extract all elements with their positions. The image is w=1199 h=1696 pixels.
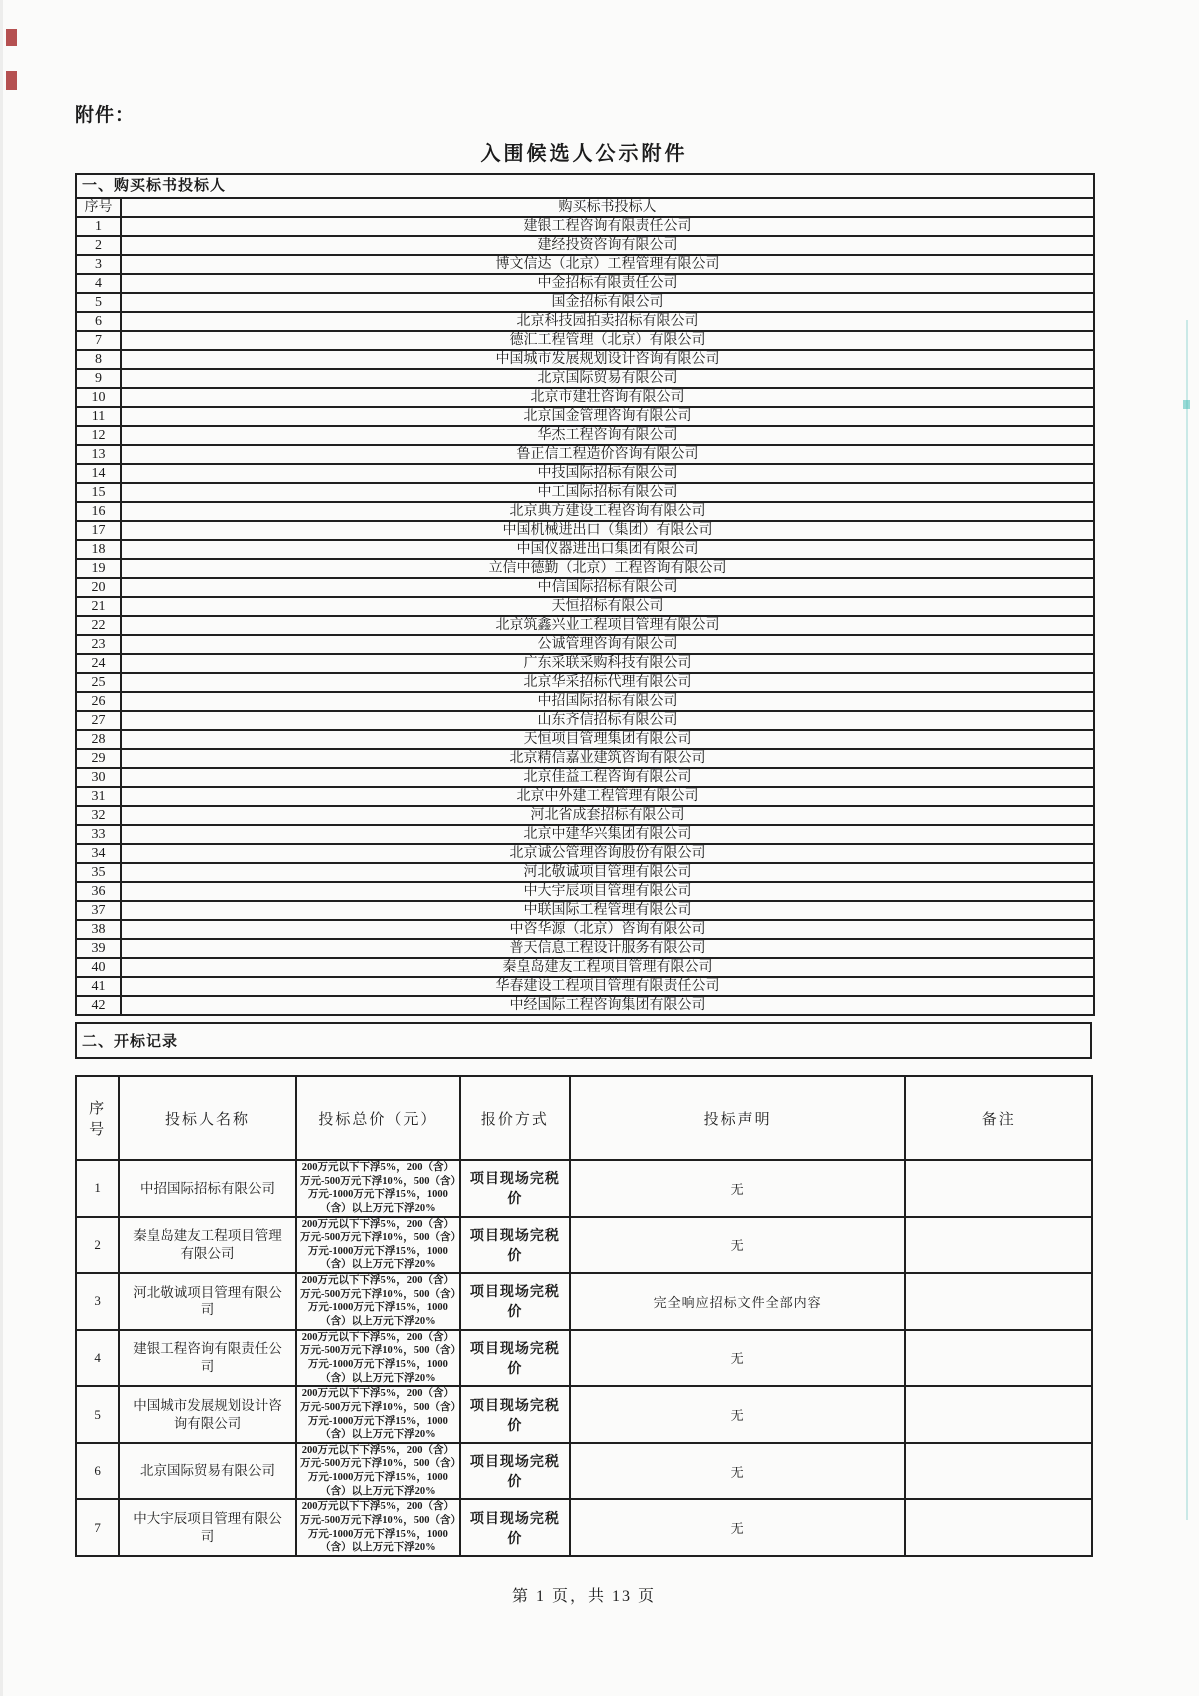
bidder-name-cell: 山东齐信招标有限公司 [121, 711, 1094, 730]
table-row [76, 825, 1094, 844]
bidder-name-cell: 秦皇岛建友工程项目管理有限公司 [121, 958, 1094, 977]
bidder-name-cell: 北京国际贸易有限公司 [119, 1443, 295, 1500]
bid-statement-cell: 完全响应招标文件全部内容 [570, 1273, 906, 1330]
table-row [76, 806, 1094, 825]
section1-heading: 一、购买标书投标人 [76, 174, 1094, 198]
serial-cell: 6 [76, 1443, 119, 1500]
bid-statement-cell: 无 [570, 1217, 906, 1274]
bidder-name-cell: 中国城市发展规划设计咨询有限公司 [121, 350, 1094, 369]
column-header-name: 投标人名称 [119, 1076, 295, 1160]
serial-cell: 15 [76, 483, 121, 502]
bidder-name-cell: 河北敬诚项目管理有限公司 [119, 1273, 295, 1330]
bidder-name-cell: 中招国际招标有限公司 [121, 692, 1094, 711]
table-row [76, 502, 1094, 521]
serial-cell: 10 [76, 388, 121, 407]
bidder-name-cell: 鲁正信工程造价咨询有限公司 [121, 445, 1094, 464]
bidder-name-cell: 北京佳益工程咨询有限公司 [121, 768, 1094, 787]
remark-cell [905, 1443, 1092, 1500]
remark-cell [905, 1217, 1092, 1274]
quote-method-cell: 项目现场完税价 [460, 1160, 570, 1217]
bidder-name-cell: 秦皇岛建友工程项目管理有限公司 [119, 1217, 295, 1274]
table-row [76, 369, 1094, 388]
serial-cell: 40 [76, 958, 121, 977]
bidders-table [75, 173, 1095, 1016]
serial-cell: 2 [76, 1217, 119, 1274]
table-row [76, 255, 1094, 274]
table-row [76, 331, 1094, 350]
table-row [76, 540, 1094, 559]
column-header-seq: 序号 [76, 198, 121, 217]
table-row [76, 578, 1094, 597]
table-row [76, 483, 1094, 502]
table-row [76, 350, 1094, 369]
table-row [76, 787, 1094, 806]
table-row [76, 692, 1094, 711]
bid-price-cell: 200万元以下下浮5%，200（含）万元-500万元下浮10%，500（含）万元-1000万元下浮15%，1000（含）以上万元下浮20% [296, 1160, 460, 1217]
bid-opening-table [75, 1075, 1093, 1557]
serial-cell: 4 [76, 1330, 119, 1387]
serial-cell: 7 [76, 331, 121, 350]
bidder-name-cell: 建银工程咨询有限责任公司 [119, 1330, 295, 1387]
remark-cell [905, 1386, 1092, 1443]
bidder-name-cell: 博文信达（北京）工程管理有限公司 [121, 255, 1094, 274]
bid-statement-cell: 无 [570, 1386, 906, 1443]
table-row [76, 293, 1094, 312]
serial-cell: 23 [76, 635, 121, 654]
bidder-name-cell: 国金招标有限公司 [121, 293, 1094, 312]
bidder-name-cell: 中国城市发展规划设计咨询有限公司 [119, 1386, 295, 1443]
serial-cell: 9 [76, 369, 121, 388]
serial-cell: 19 [76, 559, 121, 578]
serial-cell: 29 [76, 749, 121, 768]
serial-cell: 16 [76, 502, 121, 521]
table-row [76, 654, 1094, 673]
bid-price-cell: 200万元以下下浮5%，200（含）万元-500万元下浮10%，500（含）万元-1000万元下浮15%，1000（含）以上万元下浮20% [296, 1499, 460, 1556]
column-header-method: 报价方式 [460, 1076, 570, 1160]
table-header-row [76, 198, 1094, 217]
attachment-label: 附件： [75, 105, 136, 126]
remark-cell [905, 1273, 1092, 1330]
serial-cell: 3 [76, 255, 121, 274]
column-header-statement: 投标声明 [570, 1076, 906, 1160]
bidder-name-cell: 北京华采招标代理有限公司 [121, 673, 1094, 692]
table-row [76, 464, 1094, 483]
table-row [76, 445, 1094, 464]
table-row [76, 312, 1094, 331]
quote-method-cell: 项目现场完税价 [460, 1443, 570, 1500]
serial-cell: 27 [76, 711, 121, 730]
bidder-name-cell: 华春建设工程项目管理有限责任公司 [121, 977, 1094, 996]
serial-cell: 3 [76, 1273, 119, 1330]
bidder-name-cell: 中大宇辰项目管理有限公司 [119, 1499, 295, 1556]
table-row [76, 597, 1094, 616]
bidder-name-cell: 德汇工程管理（北京）有限公司 [121, 331, 1094, 350]
quote-method-cell: 项目现场完税价 [460, 1273, 570, 1330]
serial-cell: 34 [76, 844, 121, 863]
table-row [76, 635, 1094, 654]
bid-price-cell: 200万元以下下浮5%，200（含）万元-500万元下浮10%，500（含）万元-1000万元下浮15%，1000（含）以上万元下浮20% [296, 1330, 460, 1387]
bidder-name-cell: 北京中建华兴集团有限公司 [121, 825, 1094, 844]
column-header-bidder: 购买标书投标人 [121, 198, 1094, 217]
bidder-name-cell: 广东采联采购科技有限公司 [121, 654, 1094, 673]
table-header-row [76, 1076, 1092, 1160]
table-row [76, 977, 1094, 996]
quote-method-cell: 项目现场完税价 [460, 1330, 570, 1387]
bidder-name-cell: 中大宇辰项目管理有限公司 [121, 882, 1094, 901]
scan-cyan-tick [1183, 400, 1190, 409]
page-title: 入围候选人公示附件 [480, 143, 688, 165]
table-row [76, 749, 1094, 768]
table-row [76, 996, 1094, 1015]
serial-cell: 33 [76, 825, 121, 844]
bidder-name-cell: 立信中德勤（北京）工程咨询有限公司 [121, 559, 1094, 578]
remark-cell [905, 1330, 1092, 1387]
table-row [76, 217, 1094, 236]
table-row [76, 901, 1094, 920]
bidder-name-cell: 北京诚公管理咨询股份有限公司 [121, 844, 1094, 863]
table-row [76, 882, 1094, 901]
serial-cell: 18 [76, 540, 121, 559]
column-header-seq: 序号 [76, 1076, 119, 1160]
serial-cell: 11 [76, 407, 121, 426]
serial-cell: 28 [76, 730, 121, 749]
bid-statement-cell: 无 [570, 1443, 906, 1500]
bidder-name-cell: 北京国金管理咨询有限公司 [121, 407, 1094, 426]
bid-statement-cell: 无 [570, 1160, 906, 1217]
serial-cell: 1 [76, 217, 121, 236]
bid-price-cell: 200万元以下下浮5%，200（含）万元-500万元下浮10%，500（含）万元-1000万元下浮15%，1000（含）以上万元下浮20% [296, 1273, 460, 1330]
bidder-name-cell: 中工国际招标有限公司 [121, 483, 1094, 502]
bid-statement-cell: 无 [570, 1499, 906, 1556]
table-row [76, 388, 1094, 407]
bidder-name-cell: 中咨华源（北京）咨询有限公司 [121, 920, 1094, 939]
serial-cell: 6 [76, 312, 121, 331]
table-row [76, 1160, 1092, 1217]
bidder-name-cell: 天恒招标有限公司 [121, 597, 1094, 616]
table-row [76, 844, 1094, 863]
red-binding-mark [6, 71, 17, 90]
table-row [76, 521, 1094, 540]
section2-heading: 二、开标记录 [75, 1022, 1092, 1059]
serial-cell: 32 [76, 806, 121, 825]
red-binding-mark [6, 29, 17, 46]
bid-price-cell: 200万元以下下浮5%，200（含）万元-500万元下浮10%，500（含）万元-1000万元下浮15%，1000（含）以上万元下浮20% [296, 1217, 460, 1274]
serial-cell: 5 [76, 293, 121, 312]
serial-cell: 41 [76, 977, 121, 996]
table-row [76, 730, 1094, 749]
table-row [76, 616, 1094, 635]
serial-cell: 39 [76, 939, 121, 958]
bid-price-cell: 200万元以下下浮5%，200（含）万元-500万元下浮10%，500（含）万元-1000万元下浮15%，1000（含）以上万元下浮20% [296, 1443, 460, 1500]
document-page [75, 100, 1093, 1606]
serial-cell: 5 [76, 1386, 119, 1443]
bid-price-cell: 200万元以下下浮5%，200（含）万元-500万元下浮10%，500（含）万元-1000万元下浮15%，1000（含）以上万元下浮20% [296, 1386, 460, 1443]
table-row [76, 768, 1094, 787]
serial-cell: 17 [76, 521, 121, 540]
table-row [76, 863, 1094, 882]
bidder-name-cell: 中技国际招标有限公司 [121, 464, 1094, 483]
bidder-name-cell: 普天信息工程设计服务有限公司 [121, 939, 1094, 958]
remark-cell [905, 1160, 1092, 1217]
table-row [76, 1386, 1092, 1443]
page-number: 第 1 页，共 13 页 [511, 1587, 656, 1605]
bidder-name-cell: 北京筑鑫兴业工程项目管理有限公司 [121, 616, 1094, 635]
bidder-name-cell: 河北敬诚项目管理有限公司 [121, 863, 1094, 882]
scan-cyan-line [1186, 320, 1188, 1520]
column-header-remark: 备注 [905, 1076, 1092, 1160]
bidder-name-cell: 北京中外建工程管理有限公司 [121, 787, 1094, 806]
bidder-name-cell: 公诚管理咨询有限公司 [121, 635, 1094, 654]
table-row [76, 426, 1094, 445]
quote-method-cell: 项目现场完税价 [460, 1217, 570, 1274]
section-heading-row [76, 174, 1094, 198]
serial-cell: 13 [76, 445, 121, 464]
column-header-price: 投标总价（元） [296, 1076, 460, 1160]
serial-cell: 4 [76, 274, 121, 293]
bidder-name-cell: 北京精信嘉业建筑咨询有限公司 [121, 749, 1094, 768]
serial-cell: 22 [76, 616, 121, 635]
serial-cell: 36 [76, 882, 121, 901]
serial-cell: 2 [76, 236, 121, 255]
bidder-name-cell: 中国仪器进出口集团有限公司 [121, 540, 1094, 559]
bidder-name-cell: 北京典方建设工程咨询有限公司 [121, 502, 1094, 521]
table-row [76, 407, 1094, 426]
bidder-name-cell: 河北省成套招标有限公司 [121, 806, 1094, 825]
serial-cell: 25 [76, 673, 121, 692]
serial-cell: 8 [76, 350, 121, 369]
table-row [76, 711, 1094, 730]
bidder-name-cell: 北京科技园拍卖招标有限公司 [121, 312, 1094, 331]
table-row [76, 1217, 1092, 1274]
bid-statement-cell: 无 [570, 1330, 906, 1387]
serial-cell: 42 [76, 996, 121, 1015]
bidder-name-cell: 中国机械进出口（集团）有限公司 [121, 521, 1094, 540]
bidder-name-cell: 建经投资咨询有限公司 [121, 236, 1094, 255]
remark-cell [905, 1499, 1092, 1556]
bidder-name-cell: 天恒项目管理集团有限公司 [121, 730, 1094, 749]
serial-cell: 31 [76, 787, 121, 806]
serial-cell: 12 [76, 426, 121, 445]
bidder-name-cell: 北京市建壮咨询有限公司 [121, 388, 1094, 407]
table-row [76, 939, 1094, 958]
serial-cell: 26 [76, 692, 121, 711]
table-row [76, 1330, 1092, 1387]
bidder-name-cell: 中联国际工程管理有限公司 [121, 901, 1094, 920]
quote-method-cell: 项目现场完税价 [460, 1386, 570, 1443]
table-row [76, 1443, 1092, 1500]
serial-cell: 20 [76, 578, 121, 597]
serial-cell: 14 [76, 464, 121, 483]
table-row [76, 1499, 1092, 1556]
bidder-name-cell: 中信国际招标有限公司 [121, 578, 1094, 597]
serial-cell: 24 [76, 654, 121, 673]
table-row [76, 920, 1094, 939]
serial-cell: 21 [76, 597, 121, 616]
serial-cell: 38 [76, 920, 121, 939]
serial-cell: 7 [76, 1499, 119, 1556]
table-row [76, 236, 1094, 255]
scan-edge-shadow [0, 0, 3, 1696]
serial-cell: 37 [76, 901, 121, 920]
table-row [76, 274, 1094, 293]
bidder-name-cell: 中招国际招标有限公司 [119, 1160, 295, 1217]
table-row [76, 958, 1094, 977]
bidder-name-cell: 中金招标有限责任公司 [121, 274, 1094, 293]
bidder-name-cell: 建银工程咨询有限责任公司 [121, 217, 1094, 236]
bidder-name-cell: 华杰工程咨询有限公司 [121, 426, 1094, 445]
serial-cell: 30 [76, 768, 121, 787]
bidder-name-cell: 中经国际工程咨询集团有限公司 [121, 996, 1094, 1015]
serial-cell: 1 [76, 1160, 119, 1217]
serial-cell: 35 [76, 863, 121, 882]
table-row [76, 673, 1094, 692]
table-row [76, 1273, 1092, 1330]
bidder-name-cell: 北京国际贸易有限公司 [121, 369, 1094, 388]
quote-method-cell: 项目现场完税价 [460, 1499, 570, 1556]
table-row [76, 559, 1094, 578]
